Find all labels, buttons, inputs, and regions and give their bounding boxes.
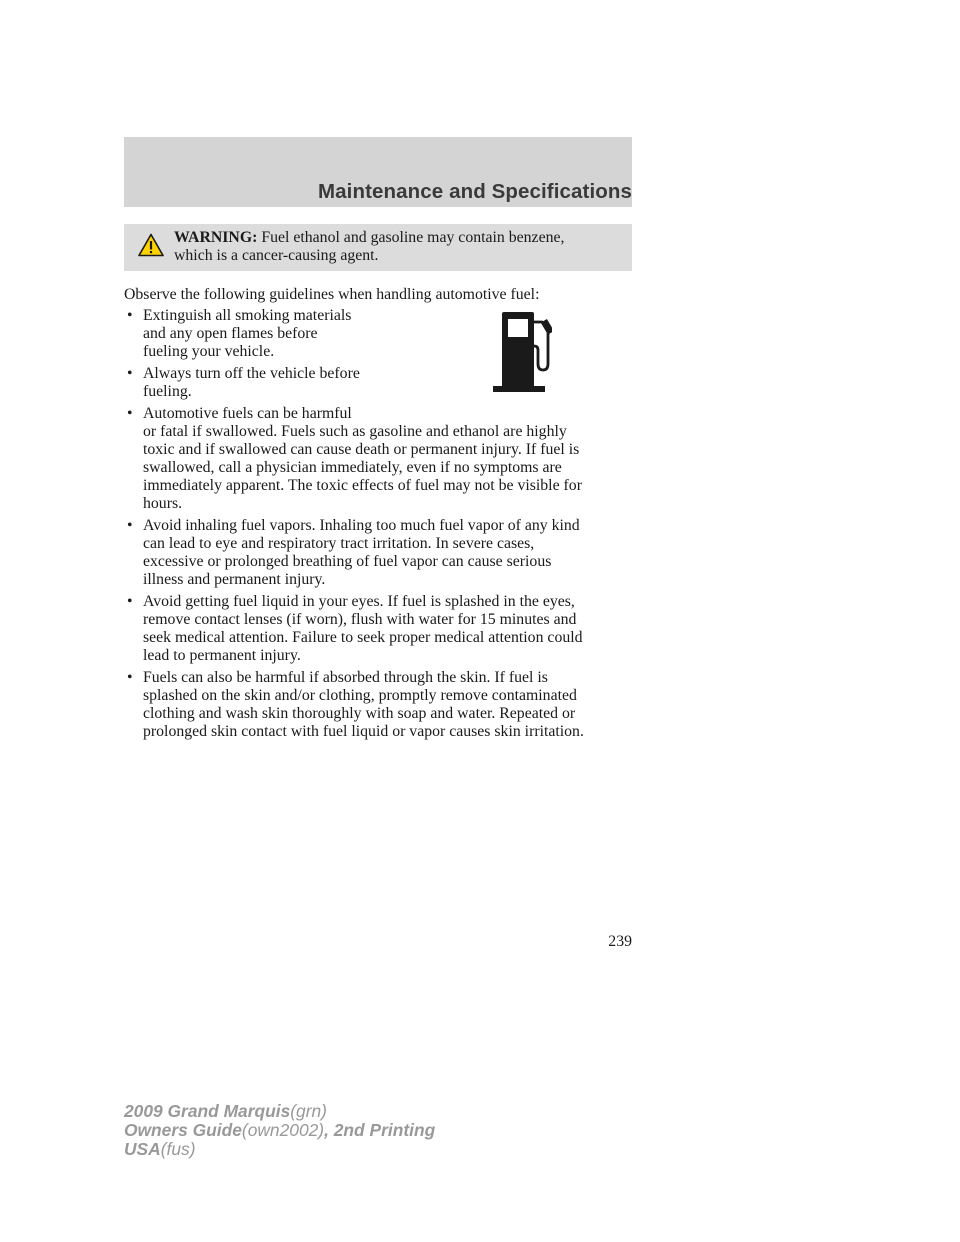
list-item-line: illness and permanent injury. <box>143 571 326 588</box>
list-item-line: swallowed, call a physician immediately, even if no symptoms are <box>143 459 562 476</box>
footer-line-model <box>124 1102 435 1121</box>
list-item <box>124 593 636 665</box>
list-item-line: Fuels can also be harmful if absorbed through the skin. If fuel is <box>143 669 548 686</box>
list-item-line: remove contact lenses (if worn), flush with water for 15 minutes and <box>143 611 577 628</box>
intro-paragraph: Observe the following guidelines when handling automotive fuel: <box>124 286 540 303</box>
bullet-dot: • <box>127 307 133 324</box>
list-item <box>124 517 636 589</box>
footer-print-info <box>124 1102 435 1159</box>
warning-box <box>124 224 632 271</box>
footer-model-code: (grn) <box>290 1101 327 1121</box>
warning-label: WARNING: <box>174 229 258 246</box>
list-item-line: Automotive fuels can be harmful <box>143 405 352 422</box>
list-item-line: or fatal if swallowed. Fuels such as gasoline and ethanol are highly <box>143 423 567 440</box>
list-item-line: seek medical attention. Failure to seek proper medical attention could <box>143 629 583 646</box>
section-header-band <box>124 137 632 207</box>
list-item-line: can lead to eye and respiratory tract irritation. In severe cases, <box>143 535 535 552</box>
list-item <box>124 365 636 401</box>
list-item <box>124 307 636 361</box>
list-item-line: and any open flames before <box>143 325 318 342</box>
section-title: Maintenance and Specifications <box>318 180 632 203</box>
list-item-line: hours. <box>143 495 183 512</box>
list-item-line: Extinguish all smoking materials <box>143 307 352 324</box>
warning-text-line2: which is a cancer-causing agent. <box>174 247 379 264</box>
list-item-line: fueling your vehicle. <box>143 343 275 360</box>
footer-printing: , 2nd Printing <box>324 1120 436 1140</box>
fuel-guidelines-list <box>124 307 636 745</box>
list-item-line: fueling. <box>143 383 192 400</box>
list-item-line: prolonged skin contact with fuel liquid or vapor causes skin irritation. <box>143 723 584 740</box>
list-item-line: lead to permanent injury. <box>143 647 301 664</box>
footer-market: USA <box>124 1139 161 1159</box>
footer-line-market <box>124 1140 435 1159</box>
list-item <box>124 405 636 513</box>
bullet-dot: • <box>127 365 133 382</box>
list-item-line: clothing and wash skin thoroughly with soap and water. Repeated or <box>143 705 576 722</box>
list-item-line: Avoid getting fuel liquid in your eyes. If fuel is splashed in the eyes, <box>143 593 575 610</box>
footer-guide-code: (own2002) <box>241 1120 325 1140</box>
warning-triangle-icon <box>138 233 164 257</box>
bullet-dot: • <box>127 669 133 686</box>
list-item-line: toxic and if swallowed can cause death or permanent injury. If fuel is <box>143 441 580 458</box>
list-item-line: immediately apparent. The toxic effects of fuel may not be visible for <box>143 477 582 494</box>
footer-line-guide <box>124 1121 435 1140</box>
warning-text-line1: Fuel ethanol and gasoline may contain benzene, <box>261 229 565 246</box>
footer-market-code: (fus) <box>160 1139 196 1159</box>
footer-guide: Owners Guide <box>124 1120 242 1140</box>
page-number: 239 <box>608 933 632 950</box>
list-item-line: excessive or prolonged breathing of fuel vapor can cause serious <box>143 553 552 570</box>
list-item <box>124 669 636 741</box>
warning-text <box>174 229 624 265</box>
bullet-dot: • <box>127 517 133 534</box>
list-item-line: splashed on the skin and/or clothing, promptly remove contaminated <box>143 687 577 704</box>
footer-model: 2009 Grand Marquis <box>124 1101 291 1121</box>
bullet-dot: • <box>127 593 133 610</box>
list-item-line: Always turn off the vehicle before <box>143 365 360 382</box>
list-item-line: Avoid inhaling fuel vapors. Inhaling too much fuel vapor of any kind <box>143 517 580 534</box>
bullet-dot: • <box>127 405 133 422</box>
